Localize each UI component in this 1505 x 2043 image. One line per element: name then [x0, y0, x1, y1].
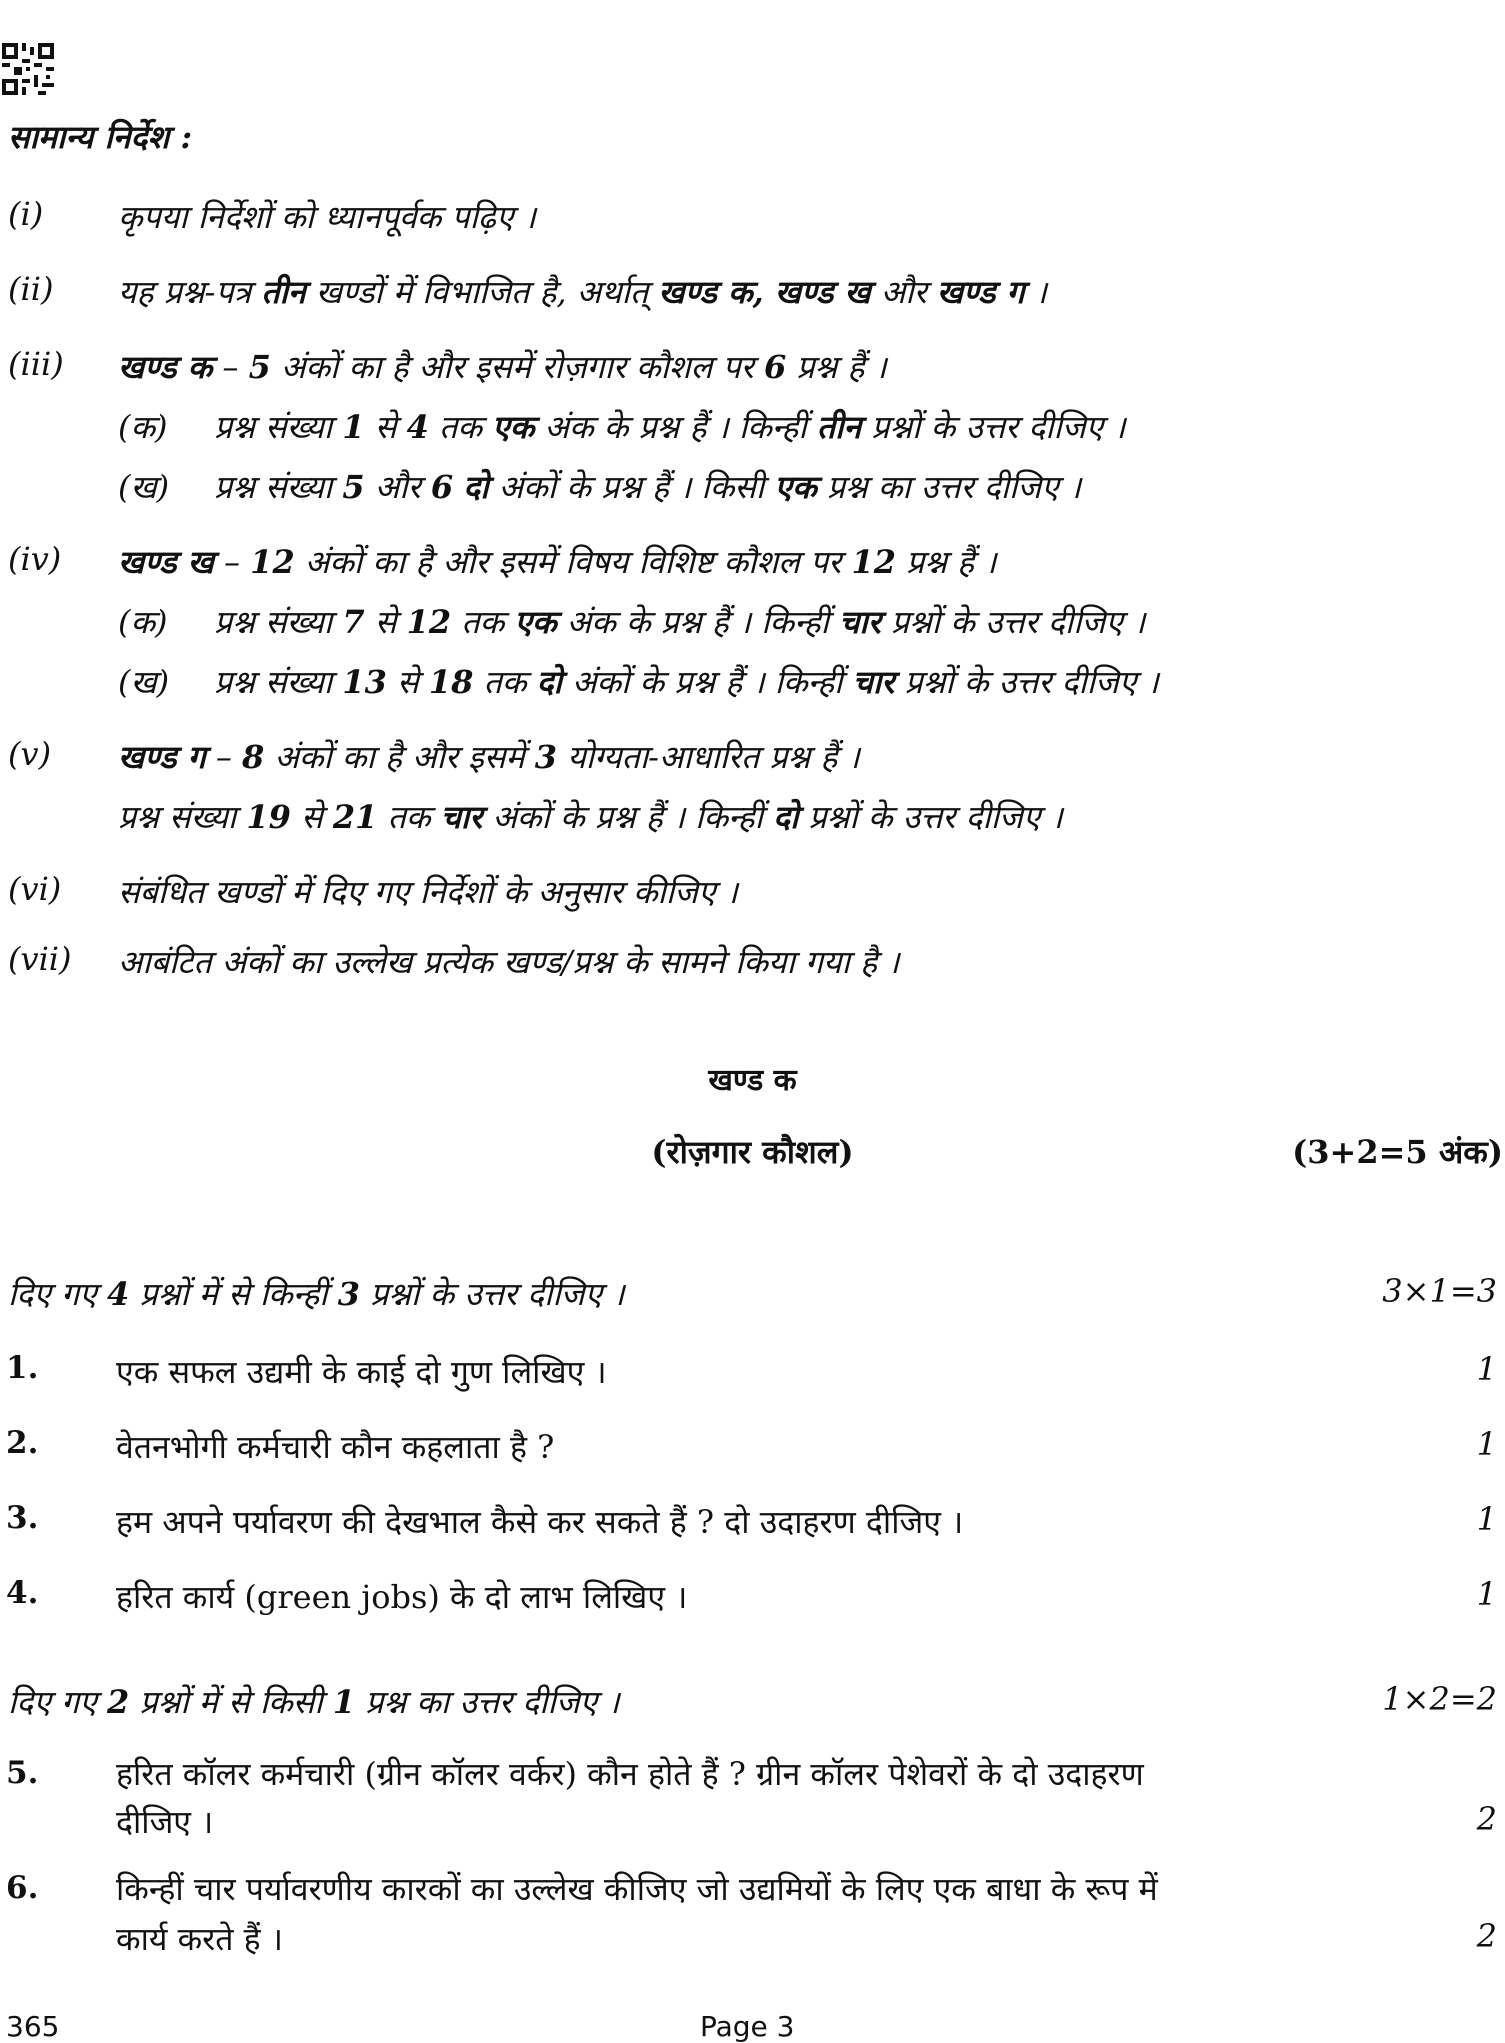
question-number: 6.	[6, 1870, 39, 1906]
section-title: खण्ड क	[708, 1063, 797, 1098]
question-number: 1.	[6, 1350, 39, 1386]
question-marks: 1	[1476, 1500, 1497, 1538]
instruction-num: (ii)	[8, 270, 54, 308]
instruction-text: खण्ड क – 5 अंकों का है और इसमें रोज़गार कौशल पर 6 प्रश्न हैं ।	[118, 348, 887, 386]
instruction-num: (vi)	[8, 870, 62, 908]
question-text-line1: हरित कॉलर कर्मचारी (ग्रीन कॉलर वर्कर) कौन होते हैं ? ग्रीन कॉलर पेशेवरों के दो उदाहरण	[116, 1755, 1144, 1793]
group-instruction: दिए गए 4 प्रश्नों में से किन्हीं 3 प्रश्नों के उत्तर दीजिए ।	[8, 1275, 625, 1313]
general-instructions-heading: सामान्य निर्देश :	[8, 118, 193, 156]
question-number: 5.	[6, 1755, 39, 1791]
instruction-subitem: (क) प्रश्न संख्या 1 से 4 तक एक अंक के प्रश्न हैं । किन्हीं तीन प्रश्नों के उत्तर दीजिए ।	[118, 408, 1126, 446]
question-text-line2: कार्य करते हैं ।	[116, 1920, 283, 1958]
section-marks: (3+2=5 अंक)	[1292, 1133, 1503, 1171]
group-instruction: दिए गए 2 प्रश्नों में से किसी 1 प्रश्न का उत्तर दीजिए ।	[8, 1683, 620, 1721]
question-marks: 1	[1476, 1575, 1497, 1613]
instruction-num: (iv)	[8, 540, 62, 578]
question-text: हरित कार्य (green jobs) के दो लाभ लिखिए ।	[116, 1578, 688, 1616]
instruction-text: खण्ड ख – 12 अंकों का है और इसमें विषय विशिष्ट कौशल पर 12 प्रश्न हैं ।	[118, 543, 997, 581]
instruction-num: (iii)	[8, 345, 64, 383]
instruction-num: (vii)	[8, 940, 72, 978]
instruction-num: (v)	[8, 735, 52, 773]
group-marks: 1×2=2	[1382, 1680, 1497, 1718]
question-text: हम अपने पर्यावरण की देखभाल कैसे कर सकते हैं ? दो उदाहरण दीजिए ।	[116, 1503, 964, 1541]
instruction-subitem: (ख) प्रश्न संख्या 5 और 6 दो अंकों के प्रश्न हैं । किसी एक प्रश्न का उत्तर दीजिए ।	[118, 468, 1082, 506]
instruction-text: कृपया निर्देशों को ध्यानपूर्वक पढ़िए ।	[118, 198, 536, 236]
instruction-subitem: (क) प्रश्न संख्या 7 से 12 तक एक अंक के प्रश्न हैं । किन्हीं चार प्रश्नों के उत्तर दीजिए ।	[118, 603, 1146, 641]
paper-code: 365	[6, 2010, 60, 2043]
instruction-num: (i)	[8, 195, 44, 233]
question-marks: 2	[1476, 1800, 1497, 1838]
question-marks: 1	[1476, 1425, 1497, 1463]
question-number: 4.	[6, 1575, 39, 1611]
instruction-subitem: (ख) प्रश्न संख्या 13 से 18 तक दो अंकों के प्रश्न हैं । किन्हीं चार प्रश्नों के उत्तर दीजिए ।	[118, 663, 1159, 701]
question-marks: 2	[1476, 1917, 1497, 1955]
question-text-line1: किन्हीं चार पर्यावरणीय कारकों का उल्लेख कीजिए जो उद्यमियों के लिए एक बाधा के रूप में	[116, 1870, 1158, 1908]
qr-code-icon	[2, 42, 54, 96]
page-number: Page 3	[700, 2010, 795, 2043]
instruction-text: संबंधित खण्डों में दिए गए निर्देशों के अनुसार कीजिए ।	[118, 873, 738, 911]
section-subtitle: (रोज़गार कौशल)	[651, 1133, 854, 1171]
question-text-line2: दीजिए ।	[116, 1803, 214, 1841]
group-marks: 3×1=3	[1382, 1272, 1497, 1310]
instruction-text: यह प्रश्न-पत्र तीन खण्डों में विभाजित है, अर्थात् खण्ड क, खण्ड ख और खण्ड ग ।	[118, 273, 1047, 311]
question-text: वेतनभोगी कर्मचारी कौन कहलाता है ?	[116, 1428, 555, 1466]
question-marks: 1	[1476, 1350, 1497, 1388]
question-text: एक सफल उद्यमी के काई दो गुण लिखिए ।	[116, 1353, 607, 1391]
instruction-text: खण्ड ग – 8 अंकों का है और इसमें 3 योग्यता-आधारित प्रश्न हैं ।	[118, 738, 860, 776]
instruction-text: आबंटित अंकों का उल्लेख प्रत्येक खण्ड/प्रश्न के सामने किया गया है ।	[118, 943, 900, 981]
question-number: 2.	[6, 1425, 39, 1461]
question-number: 3.	[6, 1500, 39, 1536]
instruction-text-line2: प्रश्न संख्या 19 से 21 तक चार अंकों के प्रश्न हैं । किन्हीं दो प्रश्नों के उत्तर दीजिए ।	[118, 798, 1063, 836]
